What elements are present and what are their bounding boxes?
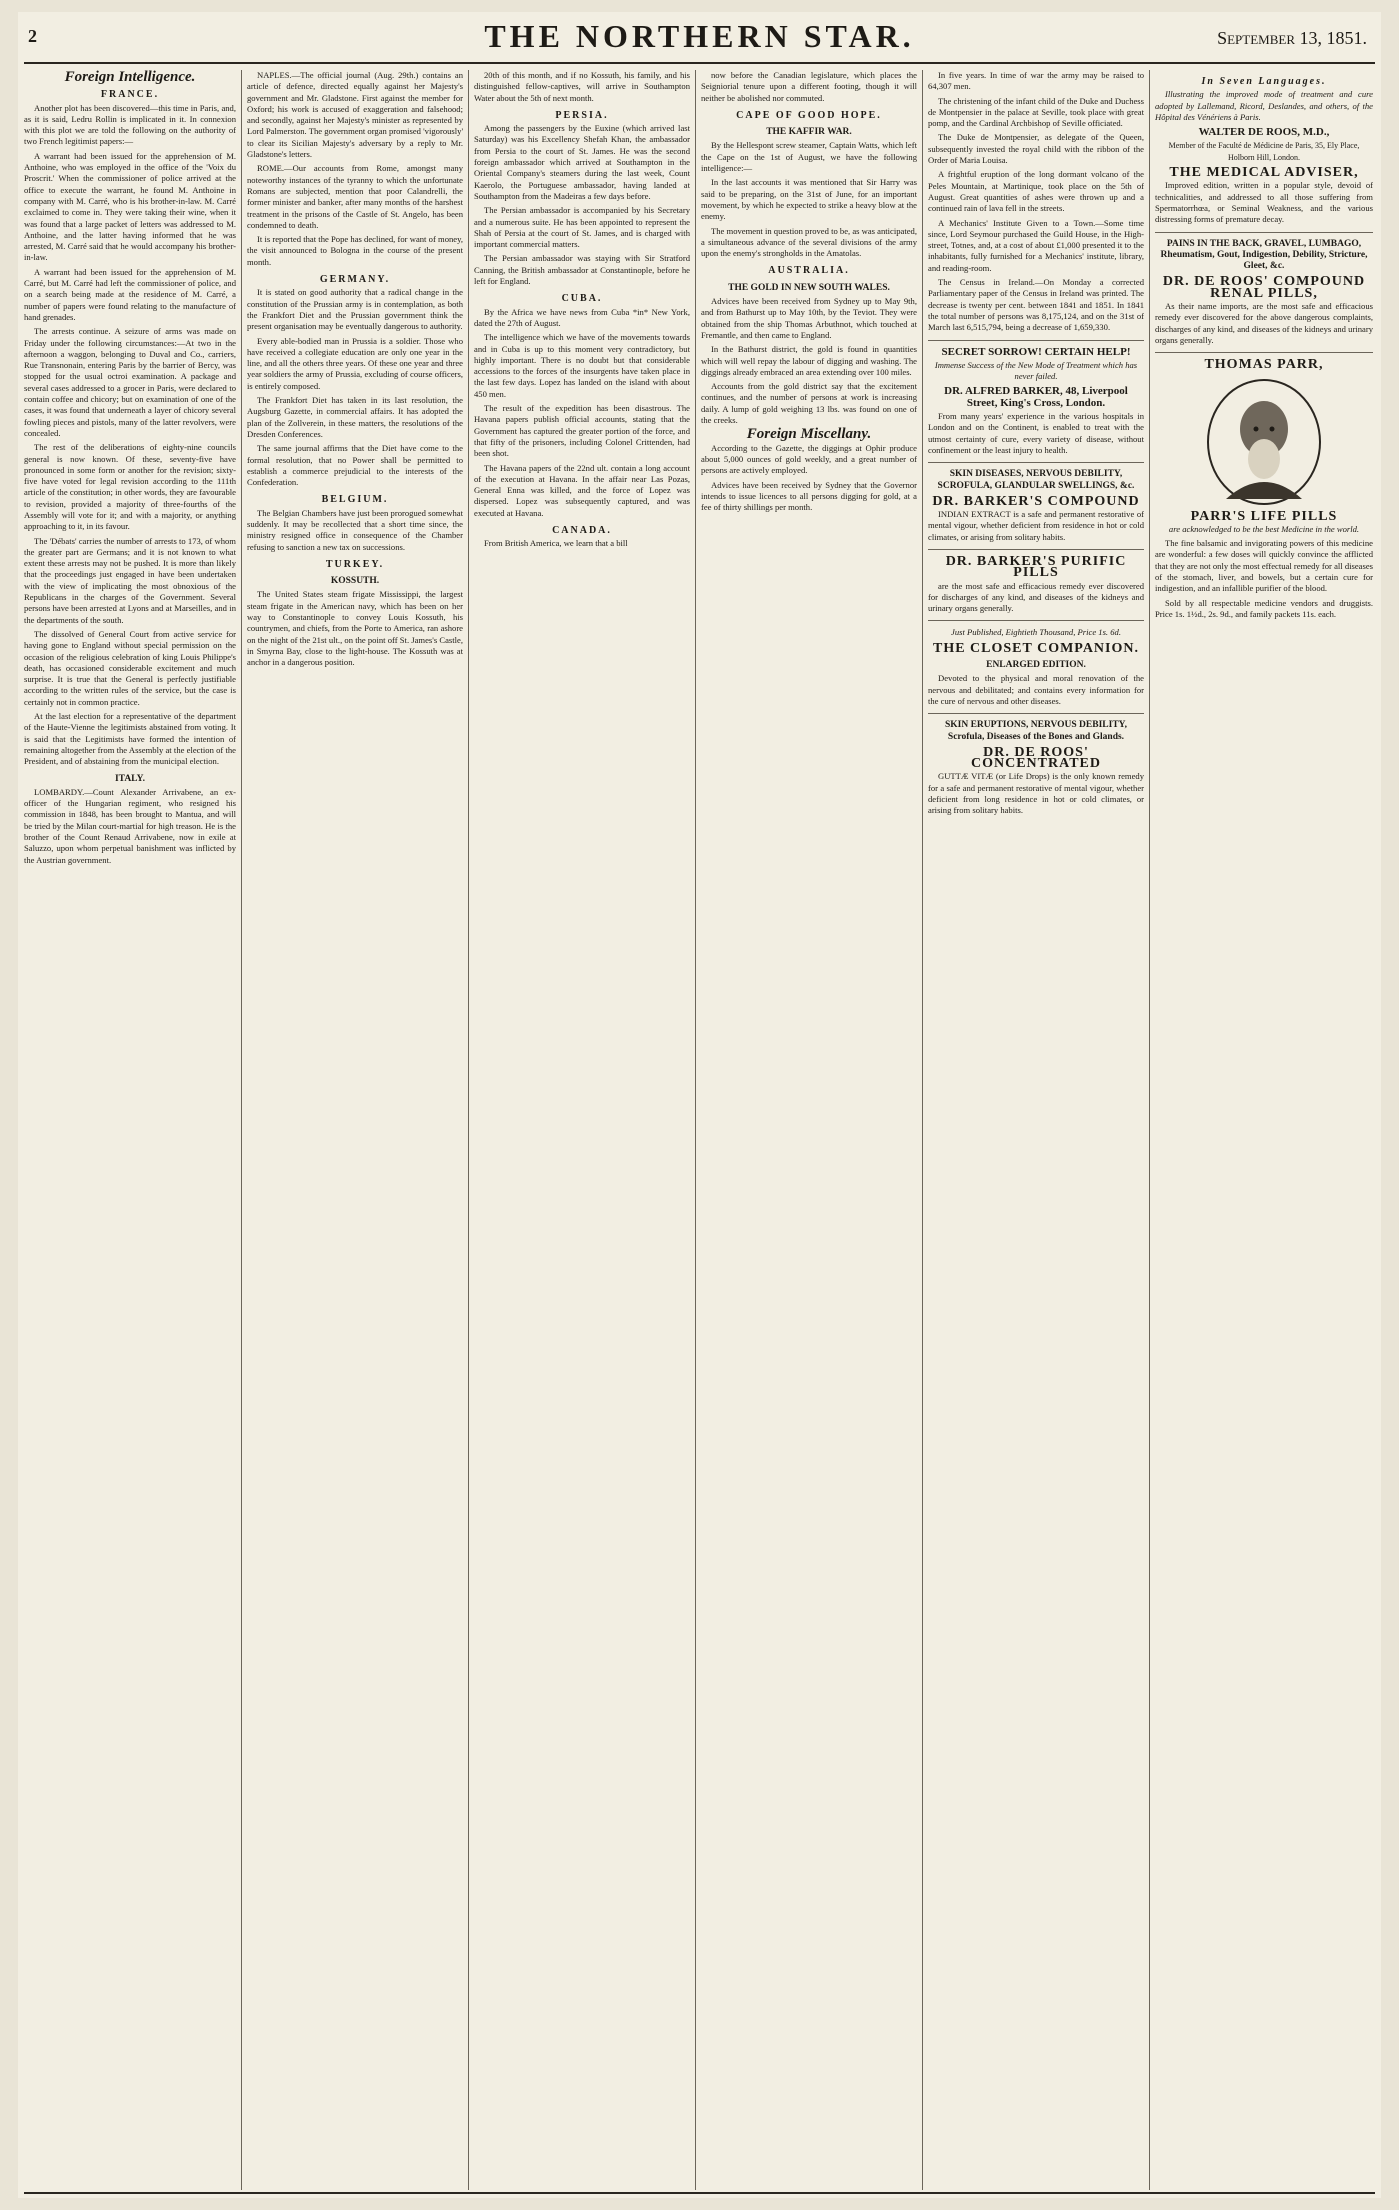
subheading-canada: CANADA. [552,524,612,536]
advert-name: WALTER DE ROOS, M.D., [1198,126,1330,139]
article-paragraph: ROME.—Our accounts from Rome, amongst many noteworthy instances of the tyranny to which the unfortunate Romans are subjected, mention that poor Calandrelli, the former minister and banker, after many months of the harshest treatment in the prisons of the Castle of St. Angelo, has been condemned to death. [247,163,463,230]
advert-text: INDIAN EXTRACT is a safe and permanent restorative of mental vigour, whether deficient from residence in hot or cold climates, or arising from solitary habits. [928,509,1144,542]
column-divider [241,70,242,2190]
advert-subheading: Immense Success of the New Mode of Treatment which has never failed. [934,359,1138,382]
article-paragraph: LOMBARDY.—Count Alexander Arrivabene, an ex-officer of the Hungarian regiment, who resigned his commission in 1848, has been brought to Mantua, and will be tried by the Milan court-martial for high treason. He is the brother of the Count Renaud Arrivabene, now in exile at Saluzzo, upon whom perpetual banishment was inflicted by the Austrian government. [24,786,236,865]
advert-heading: In Seven Languages. [1201,76,1327,87]
article-paragraph: In the Bathurst district, the gold is found in quantities which will well repay the labour of digging and washing. The diggings already embraced an area extending over 100 miles. [701,344,917,377]
article-paragraph: The Persian ambassador was staying with Sir Stratford Canning, the British ambassador at Constantinople, before he left for England. [474,253,690,287]
ad-divider [928,620,1144,621]
article-paragraph: The result of the expedition has been disastrous. The Havana papers publish official accounts, stating that the Government has captured the greater portion of the force, and that fifty of the prisoners, including Colonel Crittenden, had been shot. [474,403,690,459]
subheading-cuba: CUBA. [561,293,603,305]
column-5 [928,70,1144,2190]
subheading-kaffir-war: THE KAFFIR WAR. [766,127,852,138]
article-paragraph: The Havana papers of the 22nd ult. contain a long account of the execution at Havana. In the affair near Las Pozas, General Enna was killed, and the force of Lopez was dispersed. Lopez was subsequently captured, and was executed at Havana. [474,462,690,518]
article-paragraph: NAPLES.—The official journal (Aug. 29th.) contains an article of defence, directed equally against her Majesty's government and Mr. Gladstone. First against the member for Oxford; his work is accused of exaggeration and falsehood; and secondly, against her Majesty's minister as represented by Lord Palmerston. The government organ promised 'vigorously' to clear its Sicilian Majesty's adversary by a reply to Mr. Gladstone's letters. [247,70,463,160]
column-4 [701,70,917,2190]
thomas-parr-portrait [1204,377,1324,507]
article-paragraph: The Census in Ireland.—On Monday a corrected Parliamentary paper of the Census in Ireland was printed. The decrease is twenty per cent. between 1841 and 1851. In 1841 the total number of persons was 8,175,124, and on the 31st of March last 6,515,794, being a decrease of 1,659,330. [928,277,1144,333]
article-paragraph: A Mechanics' Institute Given to a Town.—Some time since, Lord Seymour purchased the Guild House, in the High-street, Totnes, and, at a cost of about £1,000 presented it to the inhabitants, fully furnished for a Mechanics' institute, library, and reading-room. [928,217,1144,273]
ad-divider [928,713,1144,714]
bottom-rule [24,2192,1375,2194]
article-paragraph: The Persian ambassador is accompanied by his Secretary and a numerous suite. He has been appointed to represent the Shah of Persia at the court of St. James, and is charged with important commercial matters. [474,205,690,250]
advert-address: Member of the Faculté de Médicine de Paris, 35, Ely Place, Holborn Hill, London. [1168,141,1360,162]
article-paragraph: The movement in question proved to be, as was anticipated, a simultaneous advance of the several divisions of the army upon the enemy's strongholds in the Amatolas. [701,225,917,259]
subheading-italy: ITALY. [114,773,146,784]
advert-name: THE MEDICAL ADVISER, [1169,165,1359,181]
article-paragraph: The christening of the infant child of the Duke and Duchess de Montpensier in the palace at Seville, took place with great pomp, and the Cardinal Archbishop of Seville officiated. [928,95,1144,129]
advert-text: As their name imports, are the most safe and efficacious remedy ever discovered for the above dangerous complaints, discharges of any kind, and diseases of the kidneys and urinary organs generally. [1155,301,1373,345]
advert-text: Illustrating the improved mode of treatment and cure adopted by Lallemand, Ricord, Deslandes, and others, of the Hôpital des Vénériens à Paris. [1155,89,1373,122]
ad-divider [928,549,1144,550]
advert-name: THE CLOSET COMPANION. [932,640,1139,656]
subheading-belgium: BELGIUM. [321,494,389,506]
article-paragraph: The Frankfort Diet has taken in its last resolution, the Augsburg Gazette, in commercial affairs. It has adopted the plan of the Zollverein, in these matters, the resolutions of the Dresden Conferences. [247,395,463,439]
advert-text: From many years' experience in the various hospitals in London and on the Continent, is enabled to treat with the utmost certainty of cure, every variety of disease, without confinement or the least injury to health. [928,411,1144,455]
article-paragraph: From British America, we learn that a bill [484,538,628,549]
section-heading-foreign-intelligence: Foreign Intelligence. [64,70,196,85]
advert-name: DR. BARKER'S COMPOUND [932,493,1140,509]
advert-subheading: are acknowledged to be the best Medicine in the world. [1168,523,1360,534]
column-6 [1155,70,1373,2190]
article-paragraph: A warrant had been issued for the apprehension of M. Anthoine, who was employed in the office of the 'Voix du Proscrit.' When the commissioner of police arrived at the office to execute the warrant, he found M. Anthoine in company with M. Carré, who is his brother-in-law. M. Carré exclaimed to come in. They were taking their wine, when it was found that a large packet of letters was addressed to M. Anthoine, and the latter having informed that he was arrested, M. Carré said that he would accompany his brother-in-law. [24,150,236,263]
column-divider [1149,70,1150,2190]
article-paragraph: By the Hellespont screw steamer, Captain Watts, which left the Cape on the 1st of August, we have the following intelligence:— [701,140,917,174]
advert-name: DR. DE ROOS' CONCENTRATED [971,744,1101,772]
article-paragraph: The same journal affirms that the Diet have come to the formal resolution, that no Power shall be permitted to establish a commerce prejudicial to the interests of the Confederation. [247,443,463,488]
article-paragraph: Advices have been received from Sydney up to May 9th, and from Bathurst up to May 10th, by the Teviot. They were obtained from the ship Thomas Arbuthnot, which touched at Fremantle, and then came to England. [701,296,917,340]
ad-divider [928,340,1144,341]
article-paragraph: By the Africa we have news from Cuba *in* New York, dated the 27th of August. [474,306,690,328]
article-paragraph: The United States steam frigate Mississippi, the largest steam frigate in the American navy, which has been on her way to Constantinople to convey Louis Kossuth, his countrymen, and chiefs, from the Porte to America, ran ashore on the night of the 21st ult., on the point off St. James's Castle, in Smyrna Bay, close to the light-house. The Kossuth was at anchor in a dangerous position. [247,589,463,668]
article-paragraph: Among the passengers by the Euxine (which arrived last Saturday) was his Excellency Shefah Khan, the ambassador from Persia to the court of St. James. He was the second foreign ambassador which arrived at Southampton in the Oriental Company's steamers during the last week, Count Kaerolo, the Portuguese ambassador, having landed at Southampton from the Madeiras a few days before. [474,123,690,201]
advert-subheading: ENLARGED EDITION. [986,660,1086,671]
subheading-cape: CAPE OF GOOD HOPE. [736,109,882,121]
article-paragraph: In the last accounts it was mentioned that Sir Harry was said to be preparing, on the 31st of June, for an important movement, by which he expected to strike a heavy blow at the enemy. [701,177,917,222]
ad-divider [1155,232,1373,233]
advert-heading: SKIN ERUPTIONS, NERVOUS DEBILITY, Scrofula, Diseases of the Bones and Glands. [944,720,1128,742]
section-heading-foreign-miscellany: Foreign Miscellany. [746,426,872,443]
article-paragraph: The arrests continue. A seizure of arms was made on Friday under the following circumstances:—At two in the afternoon a waggon, belonging to Duval and Co., carriers, Rue Transnonain, entering Paris by the barrier of Bercy, was stopped for the usual octroi examination. A package and several cases addressed to a grocer in Paris, were declared to contain coffee and chicory; but on examination of one of the cases, it was found that underneath a layer of chicory several fowling pieces and pistols, many of the latter revolvers, were concealed. [24,326,236,438]
advert-subheading: Just Published, Eightieth Thousand, Price 1s. 6d. [951,627,1121,638]
article-paragraph: It is stated on good authority that a radical change in the constitution of the Prussian army is in contemplation, as both the Frankfort Diet and the Prussian government think the present organisation may be eventually dangerous to authority. [247,287,463,332]
ad-divider [1155,352,1373,353]
article-paragraph: Advices have been received by Sydney that the Governor intends to issue licences to all persons digging for gold, at a fee of thirty shillings per month. [701,479,917,513]
advert-text: Sold by all respectable medicine vendors and druggists. Price 1s. 1½d., 2s. 9d., and family packets 11s. each. [1155,597,1373,619]
article-paragraph: The dissolved of General Court from active service for having gone to England without special permission on the occasion of the religious celebration of king Louis Philippe's death, has occasioned considerable excitement and much surprise. It is true that the General is perfectly justifiable according to the written rules of the service, but the case is certainly not in common practice. [24,628,236,707]
article-paragraph: A warrant had been issued for the apprehension of M. Carré, but M. Carré had left the commissioner of police, and on a search being made at the residence of M. Carré, a number of papers were found relating to the manufacture of hand grenades. [24,266,236,322]
article-paragraph: Accounts from the gold district say that the excitement continues, and the number of persons at work is increasing daily. A lump of gold weighing 13 lbs. was found on one of the creeks. [701,381,917,426]
subheading-turkey: TURKEY. [325,558,385,570]
page-number: 2 [28,26,37,46]
subheading-australia: AUSTRALIA. [768,265,850,277]
ad-divider [928,462,1144,463]
article-paragraph: Every able-bodied man in Prussia is a soldier. Those who have received a collegiate education are only one year in the line, and all the others three years. Of these one year and three year soldiers the army of Prussia, excluding of course officers, is entirely composed. [247,335,463,391]
advert-heading: SECRET SORROW! CERTAIN HELP! [941,345,1131,358]
advert-text: GUTTÆ VITÆ (or Life Drops) is the only known remedy for a safe and permanent restorative of mental vigour, whether deficient from long residence in hot or cold climates, or arising from solitary habits. [928,771,1144,816]
subheading-persia: PERSIA. [555,109,609,121]
article-paragraph: At the last election for a representative of the department of the Haute-Vienne the legitimists abstained from voting. It is said that the Legitimists have formed the intention of remaining altogether from the Assembly at the election of the President, and of abstaining from the municipal election. [24,711,236,767]
article-paragraph: The Belgian Chambers have just been prorogued somewhat suddenly. It may be recollected that a short time since, the ministry resigned office in consequence of the Chamber refusing to sanction a new tax on successions. [247,507,463,552]
issue-date: September 13, 1851. [1217,28,1367,48]
advert-text: Improved edition, written in a popular style, devoid of technicalities, and addressed to all those suffering from Spermatorrhœa, or Seminal Weakness, and the various distressing forms of premature decay. [1155,180,1373,225]
article-paragraph: According to the Gazette, the diggings at Ophir produce about 5,000 ounces of gold weekly, and a great number of persons are actively employed. [701,442,917,476]
advert-heading: SKIN DISEASES, NERVOUS DEBILITY, SCROFULA, GLANDULAR SWELLINGS, &c. [937,469,1135,491]
subheading-gold: THE GOLD IN NEW SOUTH WALES. [728,282,890,293]
subheading-france: FRANCE. [100,89,160,101]
subheading-germany: GERMANY. [319,274,391,286]
newspaper-title: THE NORTHERN STAR. [484,18,915,54]
advert-text: Devoted to the physical and moral renovation of the nervous and debilitated; and contains every information for the cure of nervous and other diseases. [928,673,1144,706]
column-3 [474,70,690,2190]
advert-heading: PAINS IN THE BACK, GRAVEL, LUMBAGO, Rheumatism, Gout, Indigestion, Debility, Stricture, Gleet, &c. [1160,238,1368,272]
article-paragraph: It is reported that the Pope has declined, for want of money, the visit announced to Bologna in the course of the present month. [247,234,463,267]
advert-name: DR. BARKER'S PURIFIC PILLS [945,553,1127,581]
article-paragraph: The Duke de Montpensier, as delegate of the Queen, subsequently invested the royal child with the ribbon of the Order of Maria Louisa. [928,132,1144,166]
advert-text: are the most safe and efficacious remedy ever discovered for discharges of any kind, and diseases of the kidneys and urinary organs generally. [928,580,1144,614]
portrait-caption: THOMAS PARR, [1204,357,1324,373]
column-divider [922,70,923,2190]
column-2 [247,70,463,2190]
article-paragraph: now before the Canadian legislature, which places the Seigniorial tenure upon a different footing, though it will neither be abolished nor commuted. [701,70,917,103]
advert-name: DR. DE ROOS' COMPOUND RENAL PILLS, [1162,274,1366,301]
advert-name: PARR'S LIFE PILLS [1190,508,1338,524]
article-paragraph: 20th of this month, and if no Kossuth, his family, and his distinguished fellow-captives, will arrive in Southampton Water about the 5th of next month. [474,70,690,103]
masthead [18,12,1381,64]
masthead-rule [24,62,1375,64]
advert-name: DR. ALFRED BARKER, 48, Liverpool Street, King's Cross, London. [944,385,1128,409]
article-paragraph: A frightful eruption of the long dormant volcano of the Peles Mountain, at Martinique, took place on the 5th of August. Great quantities of ashes were thrown up and a continued rain of lava fell in the streets. [928,169,1144,214]
subheading-kossuth: KOSSUTH. [330,576,380,587]
column-1 [24,70,236,2190]
article-paragraph: The rest of the deliberations of eighty-nine councils general is now known. Of these, seventy-five have pronounced in some form or another for the revision; sixty-five have voted for legal revision according to the 111th article of the constitution; in other words, they are favourable to revision, provided a majority of three-fourths of the Assembly will vote for it; and with a majority, or anything approaching to it, in its favour. [24,442,236,532]
article-paragraph: Another plot has been discovered—this time in Paris, and, as it is said, Ledru Rollin is implicated in it. In connexion with this plot we are told the following on the authority of two French legitimist papers:— [24,102,236,147]
column-divider [695,70,696,2190]
article-paragraph: In five years. In time of war the army may be raised to 64,307 men. [928,70,1144,92]
newspaper-page [18,12,1381,2198]
column-divider [468,70,469,2190]
article-paragraph: The intelligence which we have of the movements towards and in Cuba is up to this moment very contradictory, but highly important. There is no doubt but that considerable accessions to the forces of the insurgents have taken place in the last few days. Lopez has landed on the island with about 450 men. [474,332,690,399]
article-paragraph: The 'Débats' carries the number of arrests to 173, of whom the greater part are Germans; and it is not known to what extent these arrests may not be pushed. It is more than likely that the proceedings just engaged in have been undertaken with the view of implicating the most obnoxious of the Republicans in the charges of the Government. Several persons have been arrested at Lyons and at Marseilles, and in the departments of the south. [24,535,236,625]
advert-text: The fine balsamic and invigorating powers of this medicine are wonderful: a few doses will quickly convince the afflicted that they are not only the most effectual remedy for all diseases of the stomach, liver, and bowels, but a certain cure for indigestion, and an infallible purifier of the blood. [1155,538,1373,594]
